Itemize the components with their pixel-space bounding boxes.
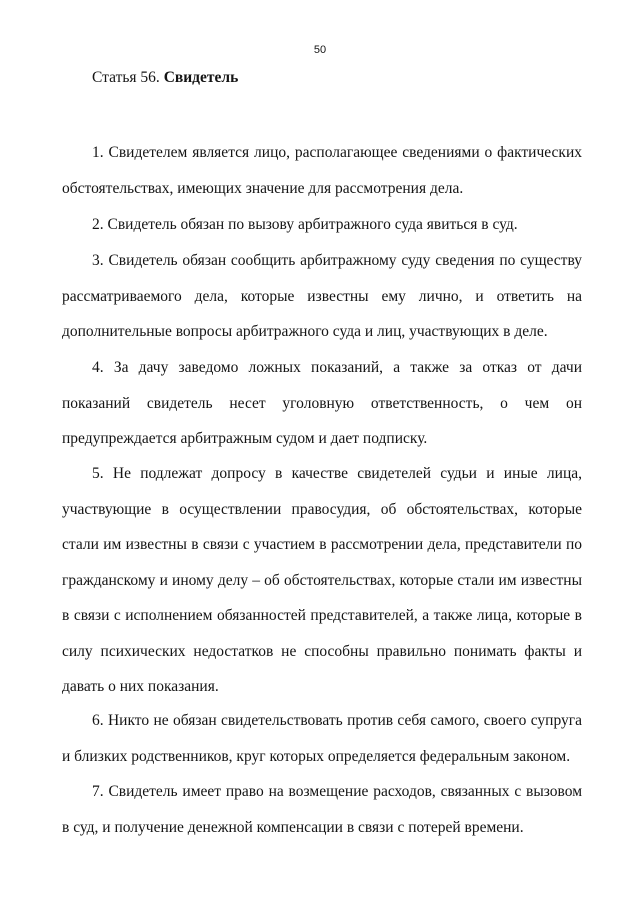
paragraph-5: 5. Не подлежат допросу в качестве свидетелей судьи и иные лица, участвующие в осуществлении правосудия, об обстоятельствах, которые стали им известны в связи с участием в рассмотрении дела, представители по гражданскому и иному делу – об обстоятельствах, которые стали им известны в связи с исполнением обязанностей представителей, а также лица, которые в силу психических недостатков не способны правильно понимать факты и давать о них показания. bbox=[62, 465, 582, 695]
paragraph-6: 6. Никто не обязан свидетельствовать против себя самого, своего супруга и близких родственников, круг которых определяется федеральным законом. bbox=[62, 712, 582, 765]
article-title: Свидетель bbox=[163, 69, 239, 86]
paragraph-2: 2. Свидетель обязан по вызову арбитражного суда явиться в суд. bbox=[92, 216, 518, 233]
paragraph-3: 3. Свидетель обязан сообщить арбитражному суду сведения по существу рассматриваемого дела, которые известны ему лично, и ответить на дополнительные вопросы арбитражного суда и лиц, участвующих в деле. bbox=[62, 252, 582, 340]
paragraph-7: 7. Свидетель имеет право на возмещение расходов, связанных с вызовом в суд, и получение денежной компенсации в связи с потерей времени. bbox=[62, 783, 582, 836]
article-number: Статья 56. bbox=[92, 69, 160, 86]
page-number: 50 bbox=[313, 44, 327, 56]
paragraph-1: 1. Свидетелем является лицо, располагающее сведениями о фактических обстоятельствах, имеющих значение для рассмотрения дела. bbox=[62, 144, 582, 197]
article-heading bbox=[92, 68, 238, 88]
paragraph-4: 4. За дачу заведомо ложных показаний, а также за отказ от дачи показаний свидетель несет уголовную ответственность, о чем он предупреждается арбитражным судом и дает подписку. bbox=[62, 359, 582, 447]
